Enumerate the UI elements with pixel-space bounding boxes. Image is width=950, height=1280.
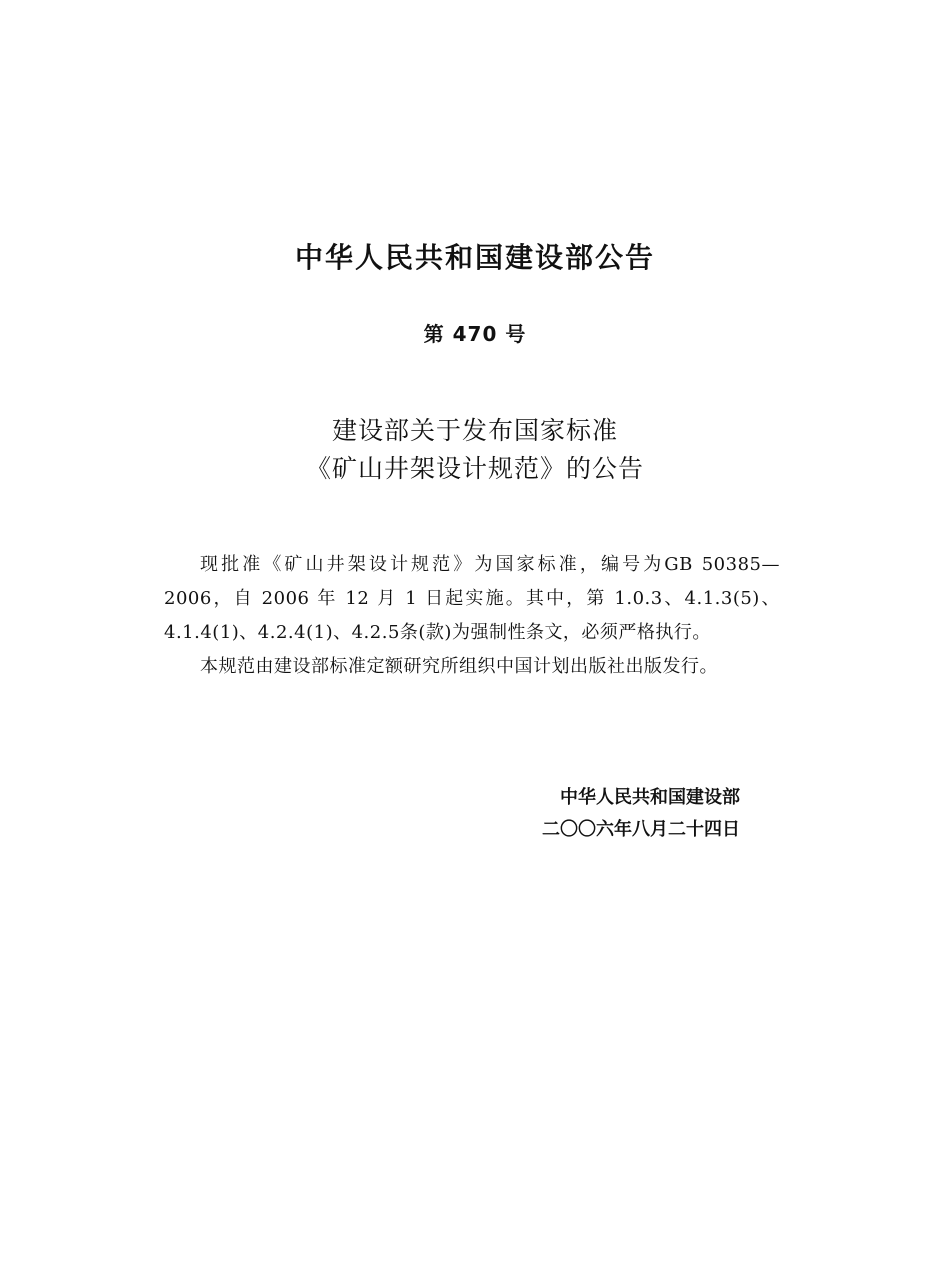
- issue-date: 二〇〇六年八月二十四日: [542, 819, 740, 840]
- announcement-body: [164, 548, 780, 684]
- body-paragraph-2: 本规范由建设部标准定额研究所组织中国计划出版社出版发行。: [200, 656, 718, 677]
- announcement-number: 第 470 号: [423, 322, 527, 346]
- signature-block: [480, 782, 740, 846]
- announcement-subject: [0, 412, 950, 488]
- subject-line-2: 《矿山井架设计规范》的公告: [305, 454, 644, 483]
- issuer-name: 中华人民共和国建设部: [560, 787, 740, 808]
- subject-line-1: 建设部关于发布国家标准: [331, 416, 618, 445]
- page-title: 中华人民共和国建设部公告: [294, 241, 655, 274]
- body-paragraph-1: 现批准《矿山井架设计规范》为国家标准，编号为GB 50385—2006，自 2006 年 12 月 1 日起实施。其中，第 1.0.3、4.1.3(5)、4.1.4(1)、4.2.4(1)、4.2.5条(款)为强制性条文，必须严格执行。: [164, 554, 780, 643]
